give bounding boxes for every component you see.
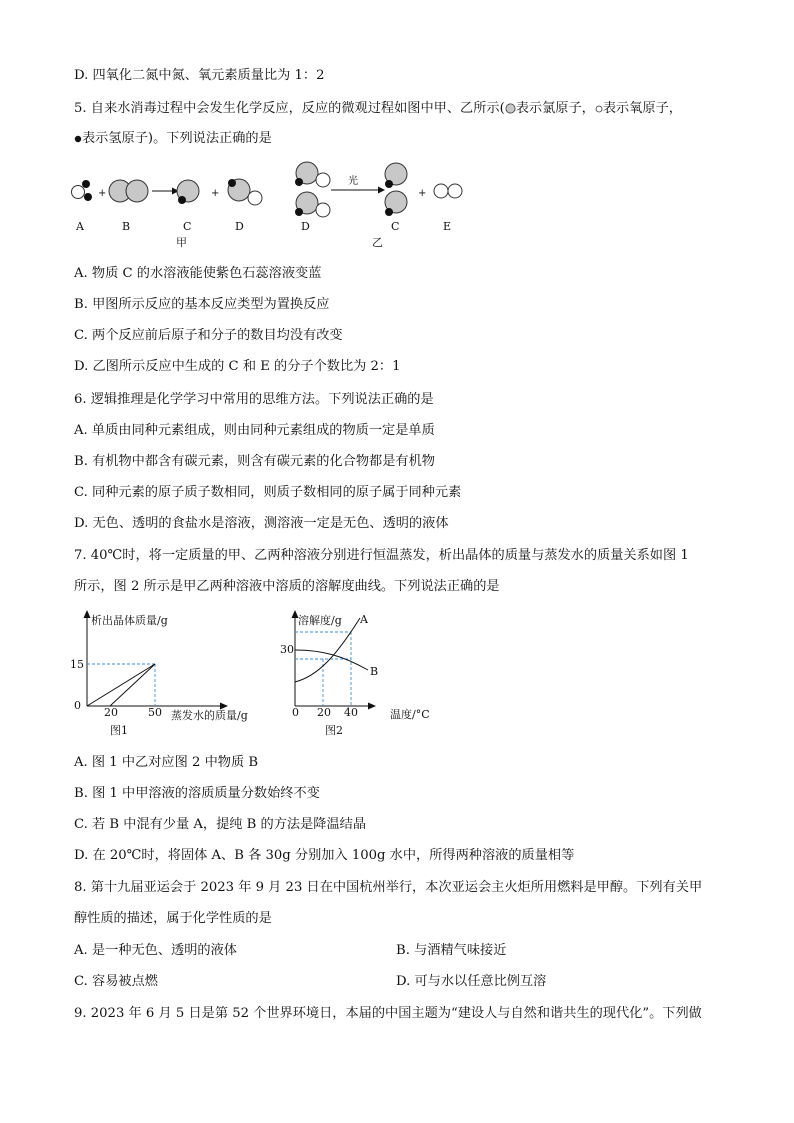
chlorine-atom-icon (505, 103, 516, 114)
q8-option-b: B. 与酒精气味接近 (396, 943, 507, 958)
q6-stem: 6. 逻辑推理是化学学习中常用的思维方法。下列说法正确的是 (74, 392, 434, 407)
fig2-xtick-0: 0 (292, 706, 299, 719)
oxygen-atom-icon (595, 105, 603, 113)
fig1-xtick-20: 20 (104, 706, 118, 719)
fig2-label-b: B (370, 665, 379, 678)
q7-option-c: C. 若 B 中混有少量 A，提纯 B 的方法是降温结晶 (74, 817, 367, 832)
q7-stem-line2: 所示，图 2 所示是甲乙两种溶液中溶质的溶解度曲线。下列说法正确的是 (74, 579, 500, 594)
q5-stem-d: 表示氢原子)。下列说法正确的是 (82, 131, 272, 146)
fig1-xlabel: 蒸发水的质量/g (171, 709, 248, 722)
fig1-ytick-15: 15 (70, 658, 84, 671)
label-a: A (76, 220, 84, 233)
q6-option-a: A. 单质由同种元素组成，则由同种元素组成的物质一定是单质 (74, 423, 435, 438)
q5-option-d: D. 乙图所示反应中生成的 C 和 E 的分子个数比为 2：1 (74, 359, 401, 374)
fig1-ytick-0: 0 (74, 699, 81, 712)
q5-stem-line2 (74, 129, 272, 149)
fig1-caption: 图1 (110, 724, 128, 737)
fig1-y-arrow (84, 610, 91, 618)
q5-option-c: C. 两个反应前后原子和分子的数目均没有改变 (74, 328, 343, 343)
q6-option-b: B. 有机物中都含有碳元素，则含有碳元素的化合物都是有机物 (74, 454, 435, 469)
fig1-line-yi (110, 664, 155, 706)
q8-option-c: C. 容易被点燃 (74, 974, 158, 989)
q7-option-b: B. 图 1 中甲溶液的溶质质量分数始终不变 (74, 786, 320, 801)
q6-option-d: D. 无色、透明的食盐水是溶液，测溶液一定是无色、透明的液体 (74, 516, 449, 531)
fig2-ytick-30: 30 (280, 643, 294, 656)
fig1-line-jia (87, 664, 155, 706)
q4-option-d: D. 四氧化二氮中氮、氧元素质量比为 1：2 (74, 68, 325, 83)
q5-reaction-diagram (64, 156, 484, 250)
label-c: C (183, 220, 192, 233)
molecule-c-top (385, 163, 407, 188)
caption-jia: 甲 (176, 236, 187, 249)
fig2-label-a: A (360, 613, 368, 626)
q7-figure-2 (278, 608, 448, 743)
hydrogen-atom-icon (74, 135, 82, 143)
q5-stem-b: 表示氯原子， (515, 101, 595, 116)
fig2-caption: 图2 (325, 724, 343, 737)
molecule-a (72, 180, 93, 201)
q5-option-a: A. 物质 C 的水溶液能使紫色石蕊溶液变蓝 (74, 266, 322, 281)
fig2-curve-b (295, 650, 368, 670)
label-e: E (443, 220, 452, 233)
plus-sign: + (418, 188, 427, 199)
fig2-ylabel: 溶解度/g (298, 614, 342, 627)
fig2-xtick-40: 40 (344, 706, 358, 719)
molecule-c (177, 180, 199, 204)
molecule-e (434, 184, 462, 198)
fig2-x-arrow (368, 703, 376, 710)
q5-stem-c: 表示氧原子， (602, 101, 682, 116)
plus-sign: + (98, 188, 107, 199)
fig2-xlabel: 温度/°C (390, 708, 430, 721)
q5-stem-a: 5. 自来水消毒过程中会发生化学反应，反应的微观过程如图中甲、乙所示( (74, 101, 505, 116)
q8-stem-line2: 醇性质的描述，属于化学性质的是 (74, 911, 272, 926)
q5-option-b: B. 甲图所示反应的基本反应类型为置换反应 (74, 297, 330, 312)
light-condition: 光 (348, 176, 358, 187)
molecule-d-bottom (295, 192, 330, 217)
q5-stem-line1 (74, 99, 682, 119)
label-c2: C (391, 220, 400, 233)
q8-option-d: D. 可与水以任意比例互溶 (396, 974, 547, 989)
plus-sign: + (211, 188, 220, 199)
q9-stem-line1: 9. 2023 年 6 月 5 日是第 52 个世界环境日，本届的中国主题为“建设人与自然和谐共生的现代化”。下列做 (74, 1006, 702, 1021)
q8-stem-line1: 8. 第十九届亚运会于 2023 年 9 月 23 日在中国杭州举行，本次亚运会主火炬所用燃料是甲醇。下列有关甲 (74, 880, 703, 895)
q6-option-c: C. 同种元素的原子质子数相同，则质子数相同的原子属于同种元素 (74, 485, 462, 500)
reaction-arrow-head (378, 187, 385, 194)
caption-yi: 乙 (372, 236, 383, 249)
molecule-d (228, 179, 262, 205)
q7-option-d: D. 在 20℃时，将固体 A、B 各 30g 分别加入 100g 水中，所得两种溶液的质量相等 (74, 848, 575, 863)
molecule-c-bottom (385, 191, 407, 216)
molecule-b (109, 180, 148, 202)
fig2-xtick-20: 20 (317, 706, 331, 719)
label-b: B (122, 220, 131, 233)
label-d2: D (301, 220, 310, 233)
q7-figure-1 (60, 608, 270, 743)
q8-option-a: A. 是一种无色、透明的液体 (74, 943, 237, 958)
q7-stem-line1: 7. 40℃时，将一定质量的甲、乙两种溶液分别进行恒温蒸发，析出晶体的质量与蒸发水的质量关系如图 1 (74, 548, 689, 563)
molecule-d-top (295, 162, 330, 187)
label-d: D (235, 220, 244, 233)
fig1-xtick-50: 50 (148, 706, 162, 719)
fig1-ylabel: 析出晶体质量/g (91, 614, 168, 627)
q7-option-a: A. 图 1 中乙对应图 2 中物质 B (74, 755, 259, 770)
